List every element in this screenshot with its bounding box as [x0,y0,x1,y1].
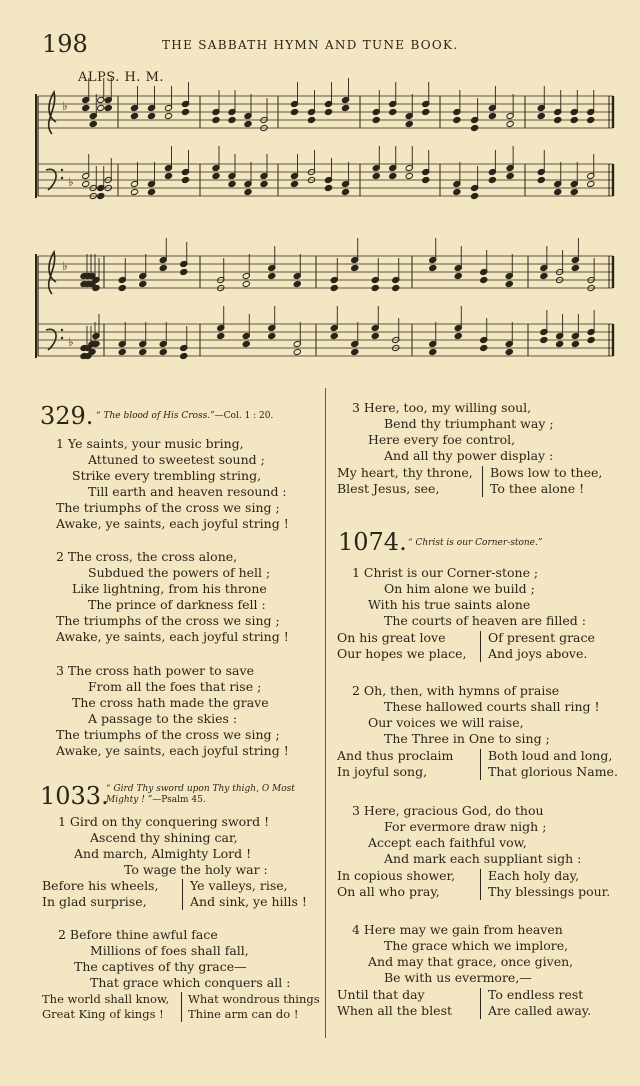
verse-line: Millions of foes shall fall, [90,943,249,958]
svg-text:♭: ♭ [62,99,68,113]
verse-line: Attuned to sweetest sound ; [88,452,265,467]
verse-line: Our hopes we place, [337,646,467,661]
verse-line: 2 Before thine awful face [58,927,218,942]
verse-line: And march, Almighty Lord ! [74,846,252,861]
verse-line: Like lightning, from his throne [72,581,267,596]
music-system [36,238,613,360]
verse-line: Till earth and heaven resound : [88,484,287,499]
verse-line: And sink, ye hills ! [190,894,307,909]
verse-line: The cross hath made the grave [72,695,269,710]
verse-line: On all who pray, [337,884,440,899]
verse-line: 3 The cross hath power to save [56,663,254,678]
verse-line: Our voices we will raise, [368,715,524,730]
verse-line: Strike every trembling string, [72,468,262,483]
verse-line: From all the foes that rise ; [88,679,262,694]
svg-text:♭: ♭ [62,259,68,273]
verse-line: 2 The cross, the cross alone, [56,549,238,564]
verse-line: Awake, ye saints, each joyful string ! [56,516,289,531]
hymn-subject: “ Christ is our Corner-stone.” [408,538,543,548]
verse-line: Thy blessings pour. [488,884,611,899]
verse-line: The Three in One to sing ; [384,731,550,746]
verse-line: For evermore draw nigh ; [384,819,547,834]
verse-line: The triumphs of the cross we sing ; [56,727,280,742]
verse-line: Great King of kings ! [42,1007,164,1021]
hymn-number: 1033. [40,782,109,810]
hymn-number: 1074. [338,528,407,556]
verse-line: What wondrous things [188,992,320,1006]
column-divider [181,992,182,1022]
verse-line: Are called away. [488,1003,592,1018]
verse-line: 2 Oh, then, with hymns of praise [352,683,560,698]
verse-line: In copious shower, [337,868,456,883]
column-divider [480,749,481,780]
hymn-number: 329. [40,402,94,430]
column-divider [182,879,183,910]
verse-line: Blest Jesus, see, [337,481,440,496]
verse-line: My heart, thy throne, [337,465,473,480]
verse-line: To thee alone ! [490,481,585,496]
verse-line: 1 Gird on thy conquering sword ! [58,814,270,829]
verse-line: Ascend thy shining car, [90,830,238,845]
hymn-subject: “ The blood of His Cross.”—Col. 1 : 20. [96,411,274,421]
verse-line: A passage to the skies : [88,711,238,726]
page-number: 198 [42,30,88,58]
running-head: THE SABBATH HYMN AND TUNE BOOK. [162,38,459,52]
music-system [36,78,613,200]
verse-line: Bows low to thee, [490,465,603,480]
verse-line: And may that grace, once given, [368,954,574,969]
verse-line: Bend thy triumphant way ; [384,416,554,431]
verse-line: 3 Here, gracious God, do thou [352,803,544,818]
verse-line: Here every foe control, [368,432,516,447]
hymn-subject: “ Gird Thy sword upon Thy thigh, O Most Mighty ! ”—Psalm 45. [106,784,295,805]
verse-line: 1 Ye saints, your music bring, [56,436,244,451]
verse-line: When all the blest [337,1003,453,1018]
verse-line: The courts of heaven are filled : [384,613,586,628]
verse-line: The triumphs of the cross we sing ; [56,613,280,628]
verse-line: To wage the holy war : [124,862,268,877]
verse-line: Accept each faithful vow, [368,835,527,850]
verse-line: These hallowed courts shall ring ! [384,699,600,714]
verse-line: And mark each suppliant sigh : [384,851,582,866]
svg-text:♭: ♭ [68,175,74,189]
svg-text:♭: ♭ [68,335,74,349]
verse-line: And joys above. [488,646,588,661]
verse-line: The grace which we implore, [384,938,569,953]
verse-line: 4 Here may we gain from heaven [352,922,563,937]
verse-line: Of present grace [488,630,595,645]
verse-line: 1 Christ is our Corner-stone ; [352,565,539,580]
verse-line: Before his wheels, [42,878,159,893]
column-divider [480,631,481,662]
column-divider [482,466,483,497]
verse-line: Each holy day, [488,868,580,883]
verse-line: The prince of darkness fell : [88,597,266,612]
verse-line: In glad surprise, [42,894,147,909]
verse-line: Both loud and long, [488,748,613,763]
verse-line: And thus proclaim [337,748,454,763]
verse-line: The triumphs of the cross we sing ; [56,500,280,515]
verse-line: Awake, ye saints, each joyful string ! [56,629,289,644]
verse-line: With his true saints alone [368,597,531,612]
verse-line: To endless rest [488,987,584,1002]
verse-line: The world shall know, [42,992,170,1006]
verse-line: Awake, ye saints, each joyful string ! [56,743,289,758]
verse-line: 3 Here, too, my willing soul, [352,400,532,415]
column-divider [480,869,481,900]
verse-line: On his great love [337,630,446,645]
tune-name: ALPS. H. M. [78,70,165,85]
verse-line: Ye valleys, rise, [190,878,288,893]
verse-line: Thine arm can do ! [188,1007,299,1021]
verse-line: Subdued the powers of hell ; [88,565,271,580]
verse-line: And all thy power display : [384,448,554,463]
verse-line: On him alone we build ; [384,581,535,596]
column-divider [480,988,481,1019]
verse-line: That grace which conquers all : [90,975,291,990]
verse-line: That glorious Name. [488,764,618,779]
verse-line: In joyful song, [337,764,428,779]
column-rule [325,388,326,1038]
verse-line: The captives of thy grace— [74,959,247,974]
verse-line: Until that day [337,987,425,1002]
verse-line: Be with us evermore,— [384,970,532,985]
